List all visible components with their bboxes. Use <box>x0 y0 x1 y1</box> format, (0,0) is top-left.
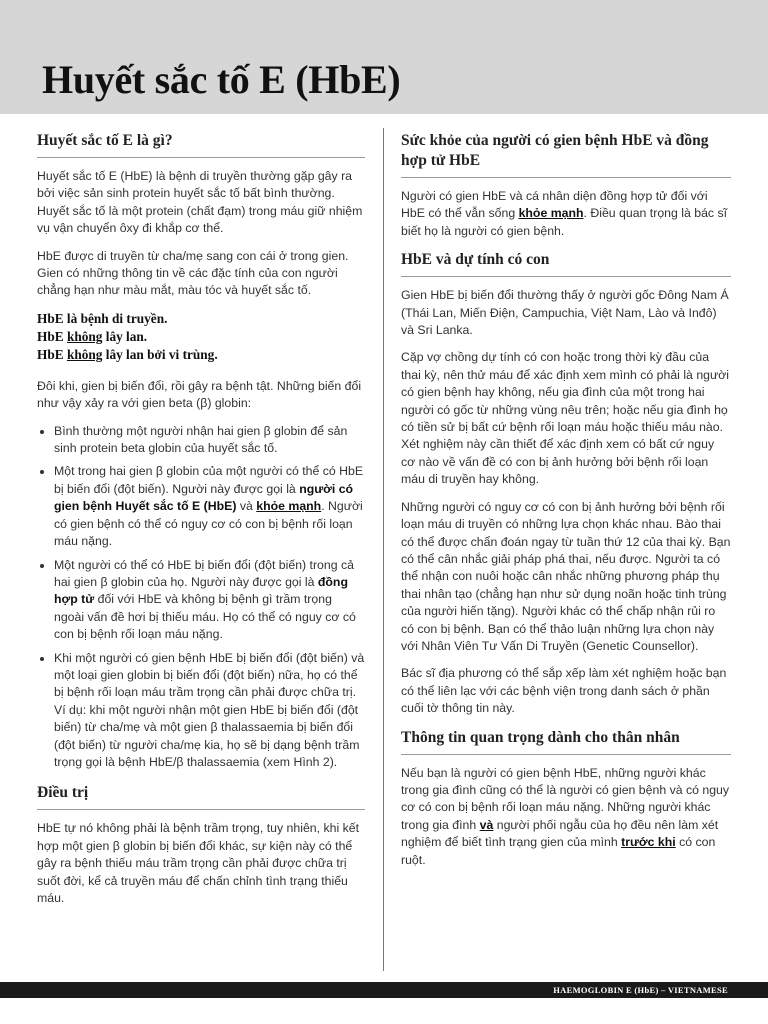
paragraph-options: Những người có nguy cơ có con bị ảnh hưởng bởi bệnh rối loạn máu di truyền có những lựa chọn khác nhau. Bào thai có thể được chẩn đoán ngay từ tuần thứ 12 của thai kỳ. Bạn có thể cân nhắc giải pháp phá thai, nếu được. Người ta có thể nhận con nuôi hoặc cân nhắc những phương pháp thụ thai nhân tạo (chẳng hạn như sử dụng noãn hoặc tinh trùng của người hiến tặng). Người khác có thể chấp nhận rủi ro có con bị bệnh. Bạn có thể thảo luận những lựa chọn này với Nhân Viên Tư Vấn Di Truyền (Genetic Counsellor). <box>401 499 731 653</box>
footer-label: HAEMOGLOBIN E (HbE) – VIETNAMESE <box>553 985 728 995</box>
fact-not-contagious: HbE không lây lan. <box>37 328 148 344</box>
paragraph-treatment: HbE tự nó không phải là bệnh trầm trọng, tuy nhiên, khi kết hợp một gien β globin bị biến đổi khác, sự kiện này có thể gây ra bệnh thiếu máu trầm trọng cần phải được chữa trị suốt đời, kể cả truyền máu để chấn chỉnh tình trạng thiếu máu. <box>37 821 359 905</box>
list-item: • Bình thường một người nhận hai gien β globin để sản sinh protein beta globin của huyết sắc tố. <box>54 423 365 458</box>
heading-carrier-health: Sức khỏe của người có gien bệnh HbE và đồng hợp tử HbE <box>401 131 731 178</box>
heading-treatment: Điều trị <box>37 783 365 810</box>
column-divider <box>383 128 384 971</box>
fact-not-germs: HbE không lây lan bởi vi trùng. <box>37 346 218 362</box>
right-column <box>401 131 731 879</box>
paragraph-gene-change: Đôi khi, gien bị biến đổi, rồi gây ra bệnh tật. Những biến đổi như vậy xảy ra với gien beta (β) globin: <box>37 378 362 411</box>
left-column <box>37 131 365 917</box>
paragraph-local-doctor: Bác sĩ địa phương có thể sắp xếp làm xét nghiệm hoặc bạn có thể liên lạc với các bệnh viện trong danh sách ở phần cuối tờ thông tin này. <box>401 666 727 716</box>
list-item: • Khi một người có gien bệnh HbE bị biến đổi (đột biến) và một loại gien globin bị biến đổi (đột biến) nữa, họ có thể bị bệnh rối loạn máu trầm trọng cần phải được chữa trị. Ví dụ: khi một người nhận một gien HbE bị biến đổi (đột biến) từ cha/mẹ và một gien β thalassaemia bị biến đổi (đột biến) từ người cha/mẹ kia, họ sẽ bị dạng bệnh trầm trọng gọi là bệnh HbE/β thalassaemia (xem Hình 2). <box>54 650 365 772</box>
paragraph-testing: Cặp vợ chồng dự tính có con hoặc trong thời kỳ đầu của thai kỳ, nên thử máu để xác định xem mình có phải là người có gien bệnh hay không, nếu gia đình của một trong hai người có gốc từ những vùng nêu trên; hoặc nếu gia đình họ có tiền sử bị bất cứ bệnh rối loạn máu hoặc thiếu máu nào. Xét nghiệm này cần thiết để xác định xem có bất cứ nguy cơ nào về vấn đề có con bị ảnh hưởng bởi bệnh rối loạn máu di truyền hay không. <box>401 350 730 487</box>
paragraph-carrier-health: Người có gien HbE và cá nhân diện đồng hợp tử đối với HbE có thể vẫn sống khỏe mạnh. Điều quan trọng là bác sĩ biết họ là người có gien bệnh. <box>401 189 728 238</box>
paragraph-inheritance: HbE được di truyền từ cha/mẹ sang con cái ở trong gien. Gien có những thông tin về các đặc tính của con người chẳng hạn như màu mắt, màu tóc và huyết sắc tố. <box>37 248 349 298</box>
fact-hereditary: HbE là bệnh di truyền. <box>37 310 168 326</box>
paragraph-origin: Gien HbE bị biến đổi thường thấy ở người gốc Đông Nam Á (Thái Lan, Miến Điện, Campuchia, Việt Nam, Lào và Inđô) và Sri Lanka. <box>401 288 729 338</box>
title-band <box>0 0 768 114</box>
key-facts <box>37 310 365 364</box>
heading-what-is-hbe: Huyết sắc tố E là gì? <box>37 131 365 158</box>
paragraph-definition: Huyết sắc tố E (HbE) là bệnh di truyền thường gặp gây ra bởi việc sản sinh protein huyết sắc tố bất bình thường. Huyết sắc tố là một protein (chất đạm) trong máu giữ nhiệm vụ vận chuyển ôxy đi khắp cơ thể. <box>37 169 363 236</box>
list-item: • Một người có thể có HbE bị biến đổi (đột biến) trong cả hai gien β globin của họ. Người này được gọi là đồng hợp tử đối với HbE và không bị bệnh gì trầm trọng ngoài vấn đề hơi bị thiếu máu. Họ có thể có nguy cơ có con bị bệnh rối loạn máu nặng. <box>54 557 365 644</box>
heading-family-planning: HbE và dự tính có con <box>401 250 731 277</box>
footer-bar <box>0 982 768 998</box>
page-title: Huyết sắc tố E (HbE) <box>42 57 401 102</box>
gene-bullet-list <box>37 423 365 772</box>
list-item: • Một trong hai gien β globin của một người có thể có HbE bị biến đổi (đột biến). Người này được gọi là người có gien bệnh Huyết sắc tố E (HbE) và khỏe mạnh. Người có gien bệnh có thể có nguy cơ có con bị bệnh rối loạn máu nặng. <box>54 463 365 550</box>
paragraph-relatives: Nếu bạn là người có gien bệnh HbE, những người khác trong gia đình cũng có thể là người có gien bệnh và có nguy cơ có con bị bệnh rối loạn máu nặng. Những người khác trong gia đình và người phối ngẫu của họ đều nên làm xét nghiệm để biết tình trạng gien của mình trước khi có con ruột. <box>401 765 730 867</box>
heading-relatives: Thông tin quan trọng dành cho thân nhân <box>401 728 731 755</box>
